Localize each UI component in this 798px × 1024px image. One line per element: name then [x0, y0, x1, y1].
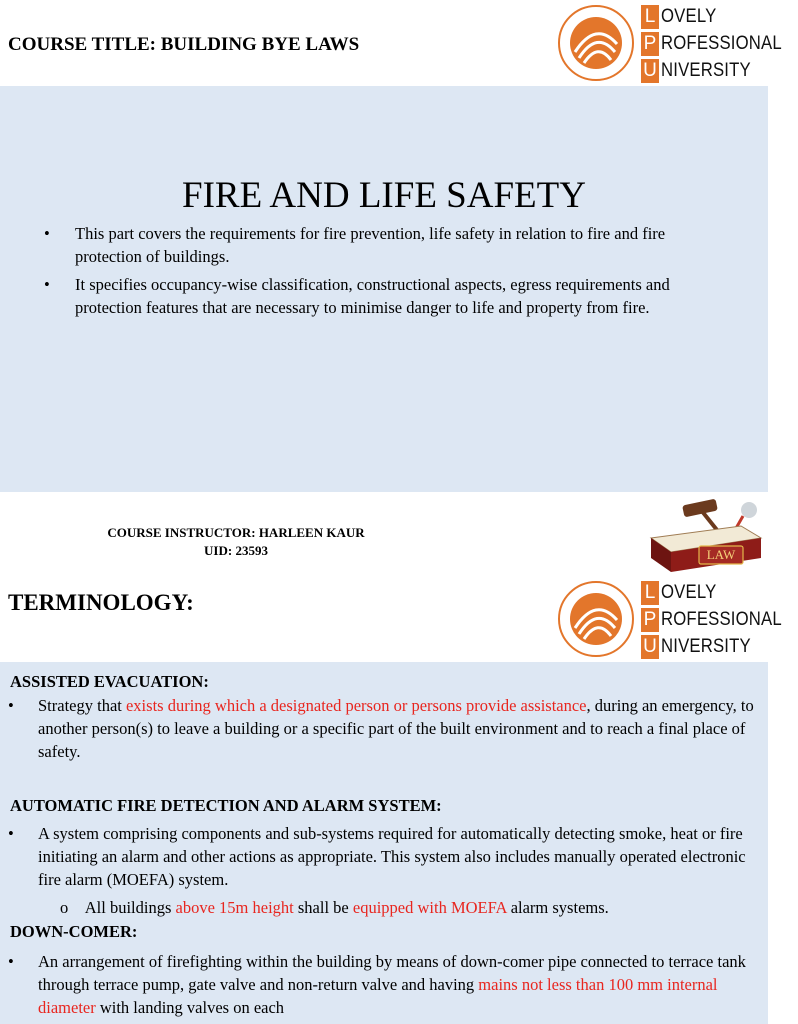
bullet-icon: • [44, 275, 50, 294]
text-run: An arrangement of firefighting within the building by means of down-comer pipe connected to terrace tank through terrace pump, gate valve and non-return valve and having [38, 952, 746, 994]
text-run: alarm systems. [506, 898, 609, 917]
logo-letter-u: U [641, 59, 659, 83]
logo-letter-u: U [641, 635, 659, 659]
law-book-gavel-icon [645, 496, 767, 574]
logo-word-rofessional: ROFESSIONAL [661, 33, 782, 54]
slide-terminology [0, 576, 782, 1024]
lpu-logo [553, 576, 782, 662]
assisted-evacuation-text [8, 694, 760, 763]
text-run: shall be [293, 898, 353, 917]
bullet-list [44, 222, 724, 324]
bullet-icon: • [44, 224, 50, 243]
alarm-system-text: • A system comprising components and sub-systems required for automatically detecting smoke, heat or fire initiating an alarm and other actions as appropriate. This system also includes manually operated electronic fire alarm (MOEFA) system. [8, 824, 746, 889]
logo-word-ovely: OVELY [661, 582, 717, 603]
alarm-sub-bullet [60, 896, 609, 919]
logo-letter-p: P [641, 608, 659, 632]
slide-heading: FIRE AND LIFE SAFETY [182, 175, 586, 216]
instructor-uid: UID: 23593 [204, 543, 268, 558]
lpu-logo [553, 0, 782, 86]
lpu-seal-icon [553, 576, 639, 662]
bullet-item [44, 273, 724, 319]
sub-bullet-icon: o [60, 898, 69, 917]
text-run: Strategy that [38, 696, 126, 715]
highlight-text: equipped with MOEFA [352, 898, 507, 917]
law-book-label: LAW [706, 547, 736, 562]
text-run: , during an emergency, to another person(s) to leave a building or a specific part of the built environment and to reach a final place of safety. [38, 696, 754, 761]
text-run: with landing valves on each [95, 998, 285, 1017]
assisted-evacuation-title: ASSISTED EVACUATION: [10, 672, 209, 691]
logo-letter-p: P [641, 32, 659, 56]
instructor-name: COURSE INSTRUCTOR: HARLEEN KAUR [107, 525, 365, 540]
terminology-heading: TERMINOLOGY: [8, 590, 194, 615]
bullet-icon: • [8, 952, 14, 971]
bullet-icon: • [8, 824, 14, 843]
course-title: COURSE TITLE: BUILDING BYE LAWS [8, 34, 360, 55]
down-comer-text [8, 950, 760, 1019]
logo-word-niversity: NIVERSITY [661, 636, 751, 657]
bullet-text: This part covers the requirements for fire prevention, life safety in relation to fire and fire protection of buildings. [75, 224, 666, 266]
logo-letter-l: L [641, 5, 659, 29]
terminology-panel [0, 662, 768, 1024]
bullet-icon: • [8, 696, 14, 715]
logo-word-rofessional: ROFESSIONAL [661, 609, 782, 630]
logo-word-ovely: OVELY [661, 6, 717, 27]
content-panel [0, 86, 768, 492]
logo-letter-l: L [641, 581, 659, 605]
bullet-text: It specifies occupancy-wise classification, constructional aspects, egress requirements and protection features that are necessary to minimise danger to life and property from fire. [75, 275, 670, 317]
text-run: All buildings [84, 898, 176, 917]
highlight-text: exists during which a designated person or persons provide assistance [125, 696, 587, 715]
highlight-text: above 15m height [175, 898, 294, 917]
alarm-system-title: AUTOMATIC FIRE DETECTION AND ALARM SYSTEM: [10, 796, 442, 815]
lpu-seal-icon [553, 0, 639, 86]
highlight-text: mains not less than 100 mm internal diameter [38, 975, 718, 1017]
logo-word-niversity: NIVERSITY [661, 60, 751, 81]
down-comer-title: DOWN-COMER: [10, 922, 138, 941]
bullet-item [44, 222, 724, 268]
instructor-block [88, 524, 384, 560]
